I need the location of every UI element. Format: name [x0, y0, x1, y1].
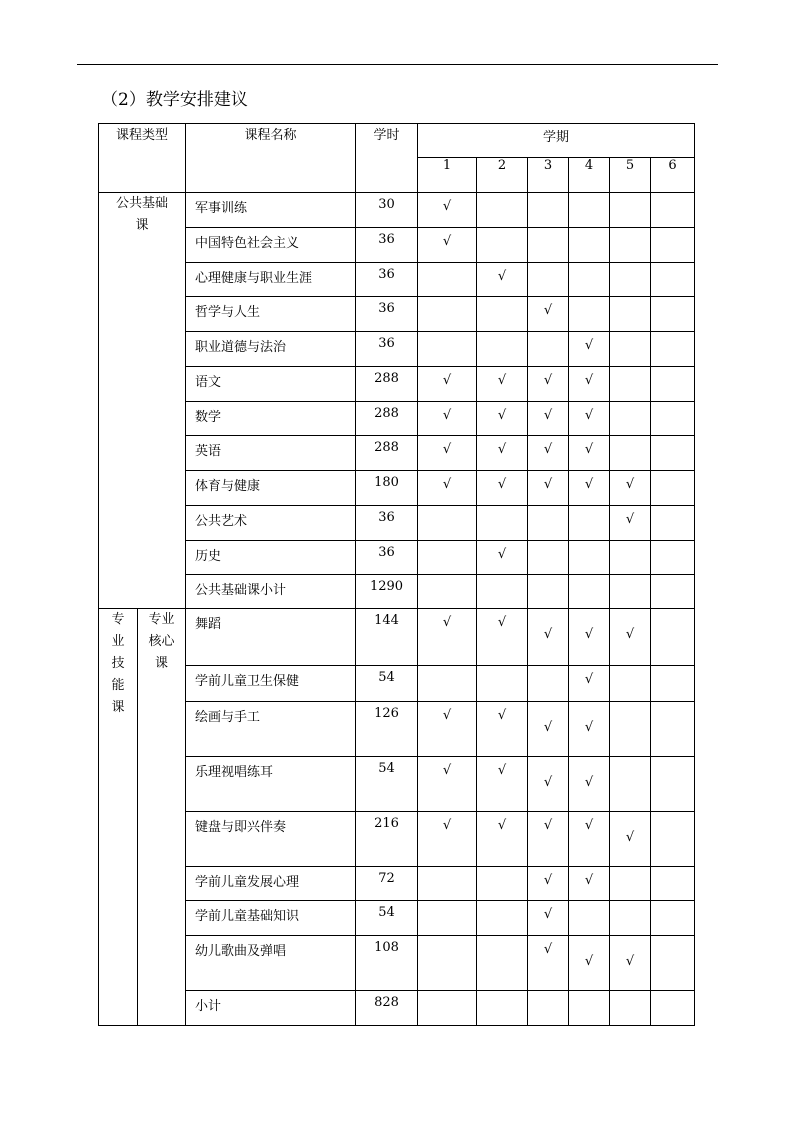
semester-cell [569, 812, 610, 867]
semester-cell [651, 812, 695, 867]
course-hours: 54 [356, 666, 418, 702]
check-mark: √ [497, 477, 507, 492]
table-row [99, 263, 695, 297]
semester-cell [569, 471, 610, 506]
table-row [99, 402, 695, 436]
semester-cell [528, 991, 569, 1026]
course-hours: 54 [356, 901, 418, 936]
course-hours: 288 [356, 436, 418, 471]
course-hours: 36 [356, 263, 418, 297]
semester-cell [651, 332, 695, 367]
semester-cell [610, 228, 651, 263]
semester-cell [528, 936, 569, 991]
course-name: 学前儿童基础知识 [186, 901, 356, 936]
semester-cell [528, 666, 569, 702]
semester-cell [528, 702, 569, 757]
semester-cell [569, 991, 610, 1026]
check-mark: √ [584, 442, 594, 457]
semester-cell [610, 367, 651, 402]
check-mark: √ [625, 627, 635, 642]
table-row [99, 991, 695, 1026]
table-row [99, 666, 695, 702]
semester-3: 3 [528, 158, 569, 193]
semester-cell [651, 666, 695, 702]
semester-cell [477, 867, 528, 901]
semester-cell [528, 471, 569, 506]
semester-cell [569, 402, 610, 436]
table-row [99, 901, 695, 936]
table-row [99, 812, 695, 867]
table-row [99, 757, 695, 812]
check-mark: √ [625, 512, 635, 527]
semester-cell [610, 575, 651, 609]
semester-cell [651, 867, 695, 901]
semester-cell [610, 506, 651, 541]
category-public [99, 193, 186, 609]
semester-cell [528, 575, 569, 609]
semester-cell [610, 263, 651, 297]
check-mark: √ [625, 954, 635, 969]
subcategory-core-line: 课 [154, 656, 168, 671]
semester-cell [418, 367, 477, 402]
semester-cell [569, 263, 610, 297]
course-hours: 1290 [356, 575, 418, 609]
course-hours: 30 [356, 193, 418, 228]
semester-cell [569, 757, 610, 812]
course-name: 中国特色社会主义 [186, 228, 356, 263]
table-row [99, 867, 695, 901]
check-mark: √ [497, 408, 507, 423]
semester-cell [528, 332, 569, 367]
semester-cell [477, 297, 528, 332]
semester-cell [569, 867, 610, 901]
semester-cell [477, 332, 528, 367]
semester-cell [651, 228, 695, 263]
semester-cell [418, 812, 477, 867]
check-mark: √ [584, 477, 594, 492]
table-row [99, 936, 695, 991]
semester-cell [477, 506, 528, 541]
semester-cell [610, 471, 651, 506]
semester-cell [528, 867, 569, 901]
check-mark: √ [543, 408, 553, 423]
semester-cell [610, 812, 651, 867]
semester-cell [651, 471, 695, 506]
course-name: 历史 [186, 541, 356, 575]
course-hours: 36 [356, 332, 418, 367]
semester-cell [569, 193, 610, 228]
course-name: 小计 [186, 991, 356, 1026]
course-name: 键盘与即兴伴奏 [186, 812, 356, 867]
table-row [99, 436, 695, 471]
semester-cell [610, 936, 651, 991]
table-row [99, 297, 695, 332]
semester-cell [610, 609, 651, 666]
semester-cell [528, 193, 569, 228]
course-name: 学前儿童发展心理 [186, 867, 356, 901]
check-mark: √ [584, 373, 594, 388]
table-row [99, 367, 695, 402]
semester-cell [569, 332, 610, 367]
semester-cell [610, 901, 651, 936]
check-mark: √ [497, 547, 507, 562]
course-hours: 108 [356, 936, 418, 991]
category-professional-char: 能 [111, 678, 125, 693]
course-hours: 126 [356, 702, 418, 757]
table-row [99, 471, 695, 506]
semester-cell [418, 936, 477, 991]
semester-cell [569, 436, 610, 471]
semester-cell [651, 506, 695, 541]
category-professional-char: 业 [111, 634, 125, 649]
semester-cell [569, 666, 610, 702]
subcategory-core [138, 609, 186, 1026]
semester-cell [528, 297, 569, 332]
check-mark: √ [442, 442, 452, 457]
course-hours: 180 [356, 471, 418, 506]
check-mark: √ [442, 199, 452, 214]
schedule-table [98, 123, 695, 1026]
course-name: 语文 [186, 367, 356, 402]
check-mark: √ [442, 373, 452, 388]
category-professional [99, 609, 138, 1026]
check-mark: √ [543, 873, 553, 888]
semester-cell [418, 867, 477, 901]
course-hours: 828 [356, 991, 418, 1026]
check-mark: √ [543, 477, 553, 492]
course-hours: 72 [356, 867, 418, 901]
subcategory-core-line: 核心 [148, 634, 175, 649]
semester-cell [610, 193, 651, 228]
check-mark: √ [497, 442, 507, 457]
semester-cell [477, 901, 528, 936]
check-mark: √ [543, 775, 553, 790]
table-row [99, 193, 695, 228]
semester-cell [528, 436, 569, 471]
semester-cell [528, 506, 569, 541]
course-name: 军事训练 [186, 193, 356, 228]
check-mark: √ [584, 627, 594, 642]
semester-cell [418, 666, 477, 702]
check-mark: √ [543, 627, 553, 642]
section-title: （2）教学安排建议 [101, 90, 248, 110]
course-name: 英语 [186, 436, 356, 471]
semester-cell [477, 991, 528, 1026]
semester-cell [418, 901, 477, 936]
semester-cell [418, 609, 477, 666]
semester-cell [569, 367, 610, 402]
semester-cell [651, 609, 695, 666]
check-mark: √ [442, 477, 452, 492]
check-mark: √ [625, 477, 635, 492]
check-mark: √ [543, 720, 553, 735]
semester-cell [569, 506, 610, 541]
course-hours: 36 [356, 297, 418, 332]
semester-cell [418, 332, 477, 367]
course-name: 公共基础课小计 [186, 575, 356, 609]
header-semester: 学期 [418, 124, 695, 158]
check-mark: √ [497, 373, 507, 388]
check-mark: √ [584, 672, 594, 687]
course-name: 乐理视唱练耳 [186, 757, 356, 812]
semester-cell [418, 471, 477, 506]
semester-cell [569, 297, 610, 332]
check-mark: √ [584, 408, 594, 423]
check-mark: √ [497, 269, 507, 284]
semester-cell [477, 367, 528, 402]
semester-cell [610, 666, 651, 702]
semester-cell [569, 702, 610, 757]
semester-cell [610, 402, 651, 436]
table-row [99, 332, 695, 367]
semester-cell [528, 541, 569, 575]
course-hours: 36 [356, 228, 418, 263]
semester-cell [528, 228, 569, 263]
semester-cell [569, 901, 610, 936]
course-name: 学前儿童卫生保健 [186, 666, 356, 702]
table-row [99, 506, 695, 541]
check-mark: √ [497, 763, 507, 778]
semester-cell [610, 332, 651, 367]
semester-cell [651, 402, 695, 436]
check-mark: √ [584, 775, 594, 790]
semester-cell [651, 436, 695, 471]
check-mark: √ [543, 907, 553, 922]
header-name: 课程名称 [186, 124, 356, 193]
check-mark: √ [625, 830, 635, 845]
semester-4: 4 [569, 158, 610, 193]
check-mark: √ [442, 818, 452, 833]
semester-cell [610, 867, 651, 901]
semester-cell [528, 812, 569, 867]
semester-1: 1 [418, 158, 477, 193]
semester-cell [418, 436, 477, 471]
category-public-line1: 公共基础 [115, 196, 168, 211]
semester-cell [651, 575, 695, 609]
semester-cell [651, 193, 695, 228]
semester-cell [528, 757, 569, 812]
check-mark: √ [442, 408, 452, 423]
course-name: 职业道德与法治 [186, 332, 356, 367]
semester-cell [477, 193, 528, 228]
semester-cell [651, 901, 695, 936]
semester-cell [477, 541, 528, 575]
semester-cell [477, 402, 528, 436]
semester-cell [418, 991, 477, 1026]
semester-cell [477, 757, 528, 812]
semester-cell [651, 702, 695, 757]
check-mark: √ [584, 720, 594, 735]
table-row [99, 702, 695, 757]
check-mark: √ [584, 818, 594, 833]
category-professional-char: 技 [111, 656, 125, 671]
course-hours: 216 [356, 812, 418, 867]
semester-cell [610, 541, 651, 575]
check-mark: √ [442, 234, 452, 249]
semester-cell [477, 575, 528, 609]
semester-cell [651, 367, 695, 402]
semester-cell [418, 506, 477, 541]
course-hours: 144 [356, 609, 418, 666]
semester-cell [610, 436, 651, 471]
semester-5: 5 [610, 158, 651, 193]
check-mark: √ [442, 615, 452, 630]
semester-2: 2 [477, 158, 528, 193]
check-mark: √ [543, 442, 553, 457]
semester-cell [418, 228, 477, 263]
semester-cell [418, 541, 477, 575]
semester-cell [418, 263, 477, 297]
semester-cell [569, 541, 610, 575]
semester-cell [477, 228, 528, 263]
semester-cell [418, 402, 477, 436]
semester-cell [528, 367, 569, 402]
course-name: 体育与健康 [186, 471, 356, 506]
table-row [99, 228, 695, 263]
semester-cell [610, 757, 651, 812]
course-name: 舞蹈 [186, 609, 356, 666]
semester-cell [651, 541, 695, 575]
semester-cell [528, 609, 569, 666]
semester-cell [528, 901, 569, 936]
semester-cell [569, 575, 610, 609]
check-mark: √ [543, 818, 553, 833]
semester-cell [569, 228, 610, 263]
table-row [99, 541, 695, 575]
category-professional-char: 专 [111, 612, 125, 627]
table-row [99, 609, 695, 666]
check-mark: √ [497, 818, 507, 833]
semester-cell [610, 991, 651, 1026]
check-mark: √ [584, 873, 594, 888]
semester-6: 6 [651, 158, 695, 193]
course-name: 数学 [186, 402, 356, 436]
semester-cell [528, 263, 569, 297]
semester-cell [477, 263, 528, 297]
check-mark: √ [442, 763, 452, 778]
semester-cell [418, 297, 477, 332]
table-row [99, 575, 695, 609]
semester-cell [418, 757, 477, 812]
course-name: 幼儿歌曲及弹唱 [186, 936, 356, 991]
semester-cell [651, 991, 695, 1026]
header-type: 课程类型 [99, 124, 186, 193]
course-hours: 36 [356, 506, 418, 541]
header-hours: 学时 [356, 124, 418, 193]
semester-cell [477, 812, 528, 867]
check-mark: √ [543, 942, 553, 957]
semester-cell [651, 263, 695, 297]
course-name: 公共艺术 [186, 506, 356, 541]
category-public-line2: 课 [135, 218, 149, 233]
course-hours: 54 [356, 757, 418, 812]
check-mark: √ [584, 338, 594, 353]
semester-cell [477, 609, 528, 666]
course-hours: 288 [356, 367, 418, 402]
semester-cell [569, 609, 610, 666]
category-professional-char: 课 [111, 700, 125, 715]
semester-cell [477, 702, 528, 757]
semester-cell [651, 297, 695, 332]
course-name: 心理健康与职业生涯 [186, 263, 356, 297]
check-mark: √ [584, 954, 594, 969]
course-hours: 288 [356, 402, 418, 436]
subcategory-core-line: 专业 [148, 612, 175, 627]
semester-cell [651, 757, 695, 812]
check-mark: √ [543, 373, 553, 388]
semester-cell [418, 702, 477, 757]
semester-cell [610, 297, 651, 332]
check-mark: √ [497, 708, 507, 723]
top-rule [77, 64, 718, 65]
check-mark: √ [442, 708, 452, 723]
semester-cell [418, 193, 477, 228]
semester-cell [418, 575, 477, 609]
semester-cell [477, 666, 528, 702]
course-hours: 36 [356, 541, 418, 575]
semester-cell [569, 936, 610, 991]
check-mark: √ [543, 303, 553, 318]
course-name: 哲学与人生 [186, 297, 356, 332]
semester-cell [477, 436, 528, 471]
semester-cell [651, 936, 695, 991]
semester-cell [610, 702, 651, 757]
course-name: 绘画与手工 [186, 702, 356, 757]
semester-cell [477, 471, 528, 506]
semester-cell [477, 936, 528, 991]
check-mark: √ [497, 615, 507, 630]
semester-cell [528, 402, 569, 436]
